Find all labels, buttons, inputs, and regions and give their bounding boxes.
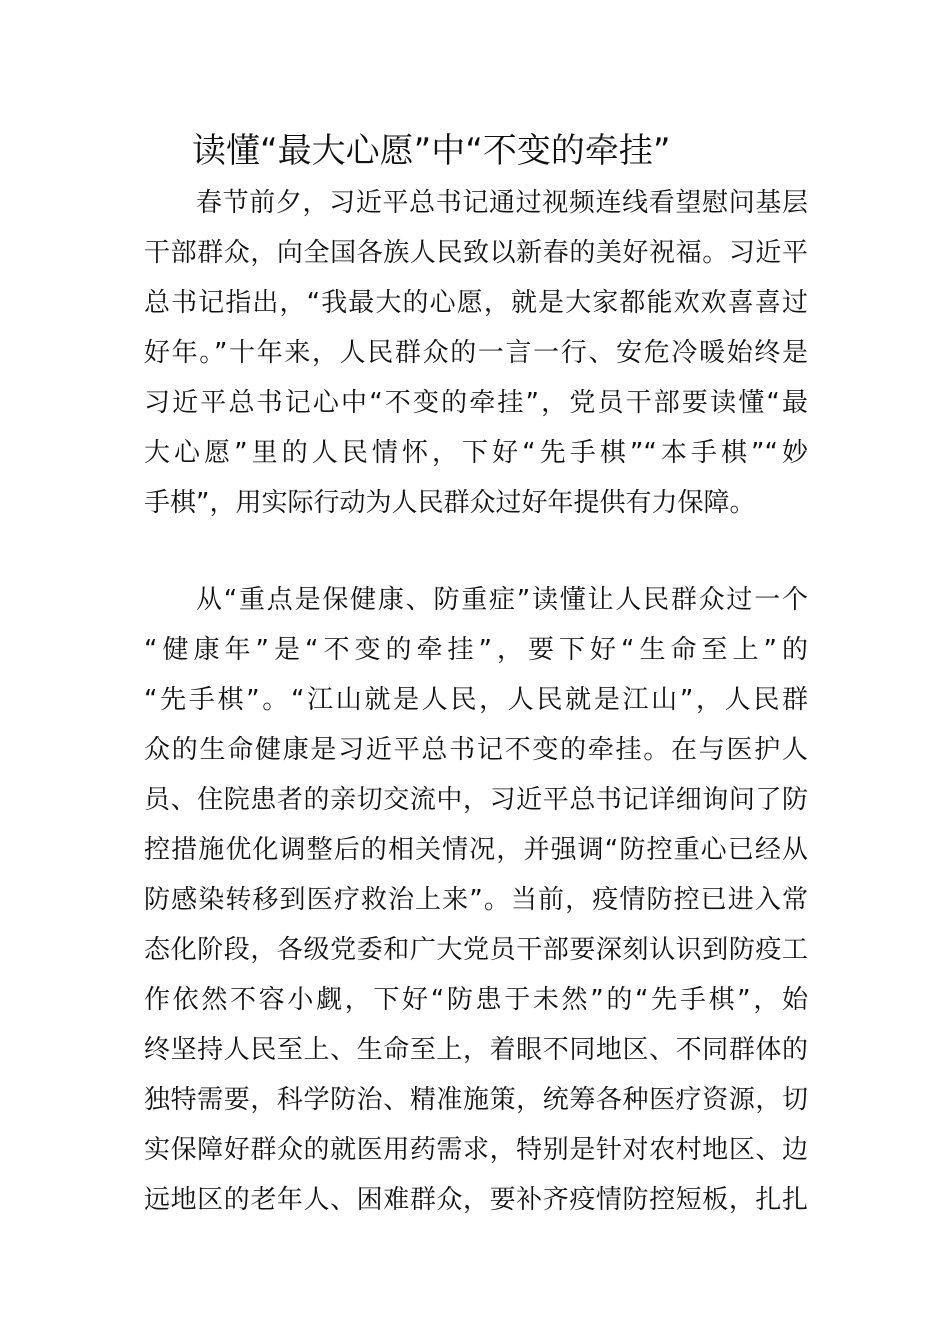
paragraph-line: 远地区的老年人、困难群众，要补齐疫情防控短板，扎扎: [144, 1185, 808, 1215]
paragraph-2: [144, 575, 808, 1225]
paragraph-line: 独特需要，科学防治、精准施策，统筹各种医疗资源，切: [144, 1085, 808, 1115]
paragraph-line: 终坚持人民至上、生命至上，着眼不同地区、不同群体的: [144, 1035, 808, 1065]
paragraph-line: 手棋”，用实际行动为人民群众过好年提供有力保障。: [144, 488, 756, 518]
paragraph-line: 干部群众，向全国各族人民致以新春的美好祝福。习近平: [144, 238, 808, 268]
paragraph-line: “健康年”是“不变的牵挂”，要下好“生命至上”的: [144, 635, 808, 665]
paragraph-line: 员、住院患者的亲切交流中，习近平总书记详细询问了防: [144, 785, 808, 815]
document-title: 读懂“最大心愿”中“不变的牵挂”: [192, 131, 671, 171]
paragraph-line: 态化阶段，各级党委和广大党员干部要深刻认识到防疫工: [144, 935, 808, 965]
paragraph-1: [144, 178, 808, 528]
paragraph-line: 总书记指出，“我最大的心愿，就是大家都能欢欢喜喜过: [144, 288, 808, 318]
paragraph-line: 防感染转移到医疗救治上来”。当前，疫情防控已进入常: [144, 885, 808, 915]
paragraph-line: 好年。”十年来，人民群众的一言一行、安危冷暖始终是: [144, 338, 808, 368]
paragraph-line: 春节前夕，习近平总书记通过视频连线看望慰问基层: [196, 188, 808, 218]
paragraph-line: 大心愿”里的人民情怀，下好“先手棋”“本手棋”“妙: [144, 438, 808, 468]
paragraph-line: 习近平总书记心中“不变的牵挂”，党员干部要读懂“最: [144, 388, 808, 418]
paragraph-line: 作依然不容小觑，下好“防患于未然”的“先手棋”，始: [144, 985, 808, 1015]
paragraph-line: 实保障好群众的就医用药需求，特别是针对农村地区、边: [144, 1135, 808, 1165]
paragraph-line: 众的生命健康是习近平总书记不变的牵挂。在与医护人: [144, 735, 808, 765]
paragraph-line: 从“重点是保健康、防重症”读懂让人民群众过一个: [196, 585, 808, 615]
paragraph-line: “先手棋”。“江山就是人民，人民就是江山”，人民群: [144, 685, 808, 715]
paragraph-line: 控措施优化调整后的相关情况，并强调“防控重心已经从: [144, 835, 808, 865]
